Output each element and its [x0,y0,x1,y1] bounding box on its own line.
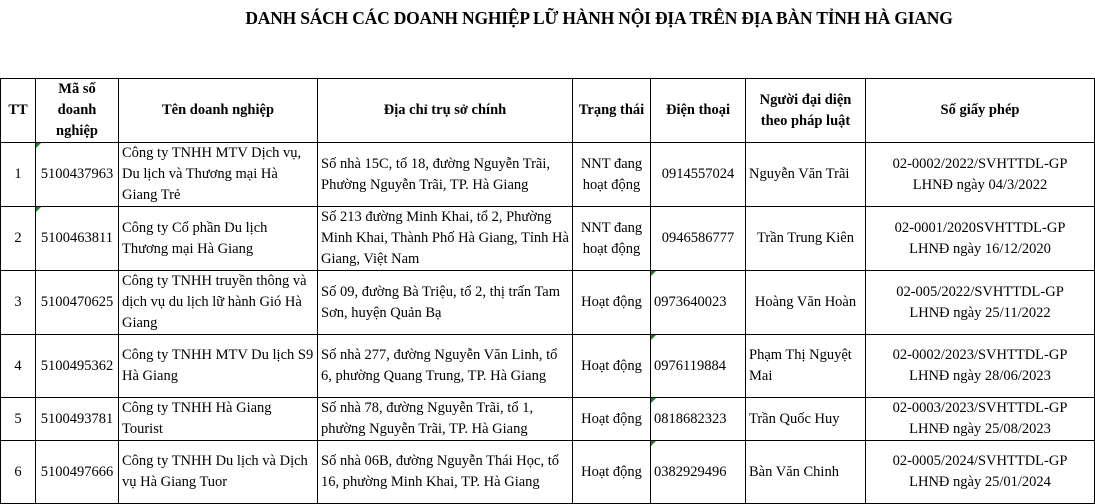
license-date: LHNĐ ngày 28/06/2023 [909,368,1051,384]
cell-representative: Nguyễn Văn Trãi [746,143,866,207]
cell-tt: 3 [1,271,36,335]
cell-tt: 5 [1,398,36,441]
cell-code: 5100437963 [36,143,119,207]
license-number: 02-0002/2023/SVHTTDL-GP [892,347,1068,363]
cell-status: Hoạt động [573,398,651,441]
cell-license [866,398,1095,441]
cell-address: Số nhà 78, đường Nguyễn Trãi, tổ 1, phường Nguyễn Trãi, TP. Hà Giang [318,398,573,441]
cell-representative: Trần Quốc Huy [746,398,866,441]
license-number: 02-0005/2024/SVHTTDL-GP [892,453,1068,469]
cell-code: 5100497666 [36,441,119,504]
cell-address: Số nhà 15C, tổ 18, đường Nguyễn Trãi, Phường Nguyễn Trãi, TP. Hà Giang [318,143,573,207]
license-number: 02-0001/2020SVHTTDL-GP [894,219,1066,236]
license-date: LHNĐ ngày 25/01/2024 [909,474,1051,490]
cell-representative: Hoàng Văn Hoàn [746,271,866,335]
cell-tt: 2 [1,207,36,271]
cell-name: Công ty TNHH truyền thông và dịch vụ du lịch lữ hành Gió Hà Giang [119,271,318,335]
cell-status: Hoạt động [573,271,651,335]
table-row [1,143,1095,207]
table-row [1,207,1095,271]
header-tt: TT [1,79,36,143]
cell-code: 5100495362 [36,335,119,398]
cell-name: Công ty TNHH MTV Du lịch S9 Hà Giang [119,335,318,398]
table-header-row [1,79,1095,143]
cell-license [866,335,1095,398]
license-date: LHNĐ ngày 04/3/2022 [912,176,1048,193]
license-number: 02-0003/2023/SVHTTDL-GP [892,400,1068,416]
header-license: Số giấy phép [866,79,1095,143]
license-date: LHNĐ ngày 25/08/2023 [909,421,1051,437]
header-phone: Điện thoại [651,79,746,143]
cell-representative: Phạm Thị Nguyệt Mai [746,335,866,398]
cell-tt: 1 [1,143,36,207]
cell-license [866,271,1095,335]
header-code: Mã số doanh nghiệp [36,79,119,143]
cell-address: Số nhà 277, đường Nguyễn Văn Linh, tổ 6, phường Quang Trung, TP. Hà Giang [318,335,573,398]
cell-code: 5100493781 [36,398,119,441]
cell-name: Công ty TNHH MTV Dịch vụ, Du lịch và Thương mại Hà Giang Trẻ [119,143,318,207]
cell-code: 5100463811 [36,207,119,271]
cell-status: Hoạt động [573,335,651,398]
table-row [1,441,1095,504]
cell-license [866,441,1095,504]
license-number: 02-005/2022/SVHTTDL-GP [896,283,1064,300]
cell-phone: 0382929496 [651,441,746,504]
cell-phone: 0976119884 [651,335,746,398]
cell-status: NNT đang hoạt động [573,207,651,271]
license-date: LHNĐ ngày 25/11/2022 [909,304,1051,321]
license-number: 02-0002/2022/SVHTTDL-GP [892,155,1068,172]
cell-license [866,207,1095,271]
cell-tt: 6 [1,441,36,504]
cell-phone: 0946586777 [651,207,746,271]
table-row [1,271,1095,335]
cell-license [866,143,1095,207]
cell-address: Số 09, đường Bà Triệu, tổ 2, thị trấn Tam Sơn, huyện Quản Bạ [318,271,573,335]
cell-representative: Bàn Văn Chinh [746,441,866,504]
cell-phone: 0973640023 [651,271,746,335]
cell-phone: 0914557024 [651,143,746,207]
cell-status: Hoạt động [573,441,651,504]
cell-phone: 0818682323 [651,398,746,441]
cell-address: Số 213 đường Minh Khai, tổ 2, Phường Minh Khai, Thành Phố Hà Giang, Tỉnh Hà Giang, Việt Nam [318,207,573,271]
cell-name: Công ty TNHH Du lịch và Dịch vụ Hà Giang Tuor [119,441,318,504]
cell-status: NNT đang hoạt động [573,143,651,207]
table-row [1,398,1095,441]
table-row [1,335,1095,398]
cell-name: Công ty TNHH Hà Giang Tourist [119,398,318,441]
header-name: Tên doanh nghiệp [119,79,318,143]
header-address: Địa chỉ trụ sở chính [318,79,573,143]
cell-name: Công ty Cổ phần Du lịch Thương mại Hà Giang [119,207,318,271]
cell-address: Số nhà 06B, đường Nguyễn Thái Học, tổ 16, phường Minh Khai, TP. Hà Giang [318,441,573,504]
cell-representative: Trần Trung Kiên [746,207,866,271]
cell-code: 5100470625 [36,271,119,335]
header-representative: Người đại diện theo pháp luật [746,79,866,143]
license-date: LHNĐ ngày 16/12/2020 [909,240,1051,257]
header-status: Trạng thái [573,79,651,143]
page-title: DANH SÁCH CÁC DOANH NGHIỆP LỮ HÀNH NỘI ĐỊA TRÊN ĐỊA BÀN TỈNH HÀ GIANG [245,8,953,28]
cell-tt: 4 [1,335,36,398]
business-table [0,78,1095,504]
